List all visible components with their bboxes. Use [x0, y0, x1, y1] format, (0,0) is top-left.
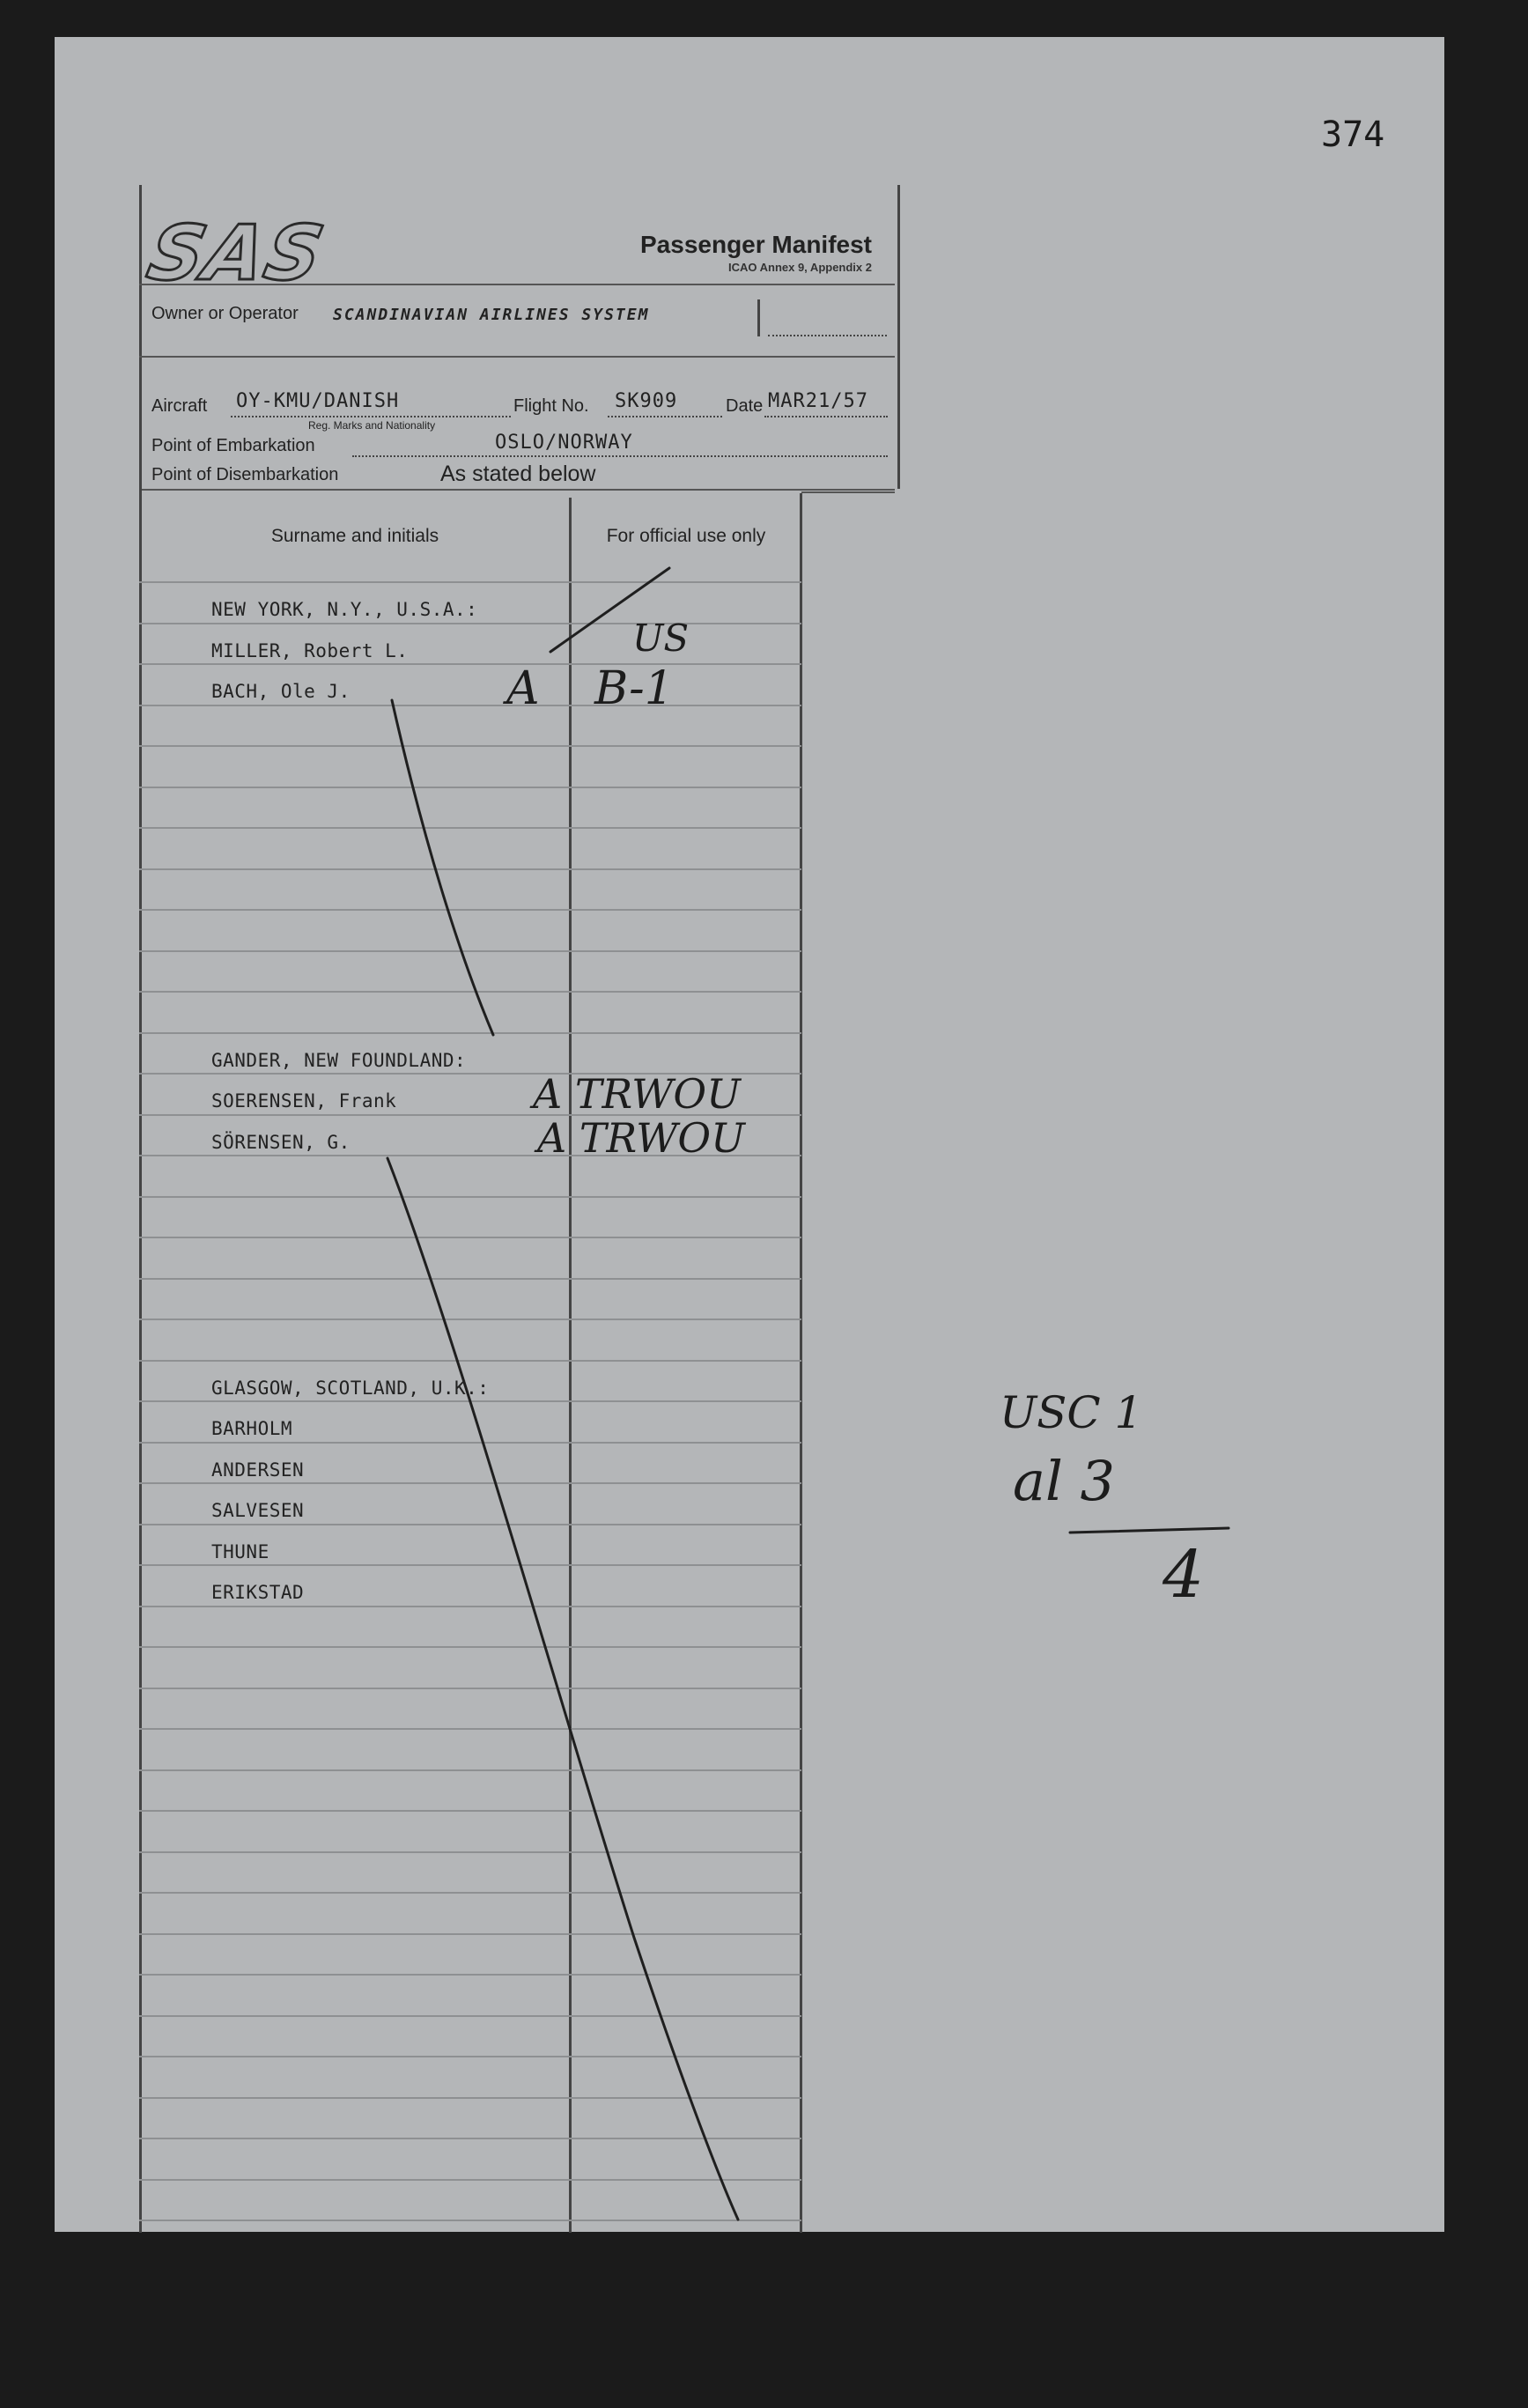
passenger-entry: GLASGOW, SCOTLAND, U.K.:	[211, 1377, 490, 1399]
manifest-subtitle: ICAO Annex 9, Appendix 2	[727, 261, 872, 274]
flight-value: SK909	[615, 390, 678, 412]
handwritten-a: A	[506, 662, 540, 715]
aircraft-sublabel: Reg. Marks and Nationality	[308, 419, 436, 432]
connector-line-1	[392, 700, 493, 1035]
passenger-entry: NEW YORK, N.Y., U.S.A.:	[211, 599, 478, 620]
disembark-value: As stated below	[440, 462, 596, 486]
owner-value: SCANDINAVIAN AIRLINES SYSTEM	[333, 306, 650, 324]
manifest-title: Passenger Manifest	[640, 231, 872, 258]
embark-value: OSLO/NORWAY	[495, 432, 633, 454]
handwritten-trwou-1: A TRWOU	[533, 1070, 741, 1118]
sas-logo: SAS	[140, 210, 333, 298]
owner-label: Owner or Operator	[151, 304, 299, 323]
embark-label: Point of Embarkation	[151, 436, 315, 455]
aircraft-label: Aircraft	[151, 396, 208, 416]
passenger-entry: GANDER, NEW FOUNDLAND:	[211, 1049, 467, 1071]
column-header-official: For official use only	[606, 526, 766, 546]
fraction-bar	[1070, 1528, 1229, 1533]
passenger-entry: ERIKSTAD	[211, 1582, 305, 1603]
aircraft-value: OY-KMU/DANISH	[236, 390, 400, 412]
passenger-entry: MILLER, Robert L.	[211, 639, 409, 661]
passenger-entry: SÖRENSEN, G.	[211, 1131, 351, 1153]
passenger-entry: BARHOLM	[211, 1418, 293, 1439]
date-value: MAR21/57	[768, 390, 868, 412]
passenger-entry: ANDERSEN	[211, 1459, 305, 1481]
page-number: 374	[1321, 114, 1385, 155]
handwritten-usc: USC 1	[1000, 1387, 1143, 1438]
flight-label: Flight No.	[513, 396, 589, 416]
passenger-entry: THUNE	[211, 1540, 269, 1562]
date-label: Date	[726, 396, 764, 416]
column-header-surname: Surname and initials	[270, 526, 439, 546]
handwritten-b1: B-1	[594, 662, 674, 715]
handwritten-trwou-2: A TRWOU	[537, 1114, 745, 1162]
passenger-entry: SALVESEN	[211, 1500, 305, 1521]
handwritten-us: US	[632, 617, 690, 660]
disembark-label: Point of Disembarkation	[151, 465, 339, 484]
handwritten-four: 4	[1163, 1537, 1205, 1613]
connector-line-2	[388, 1158, 738, 2220]
handwritten-al: al 3	[1013, 1449, 1115, 1513]
passenger-entry: SOERENSEN, Frank	[211, 1090, 397, 1112]
passenger-entry: BACH, Ole J.	[211, 681, 351, 702]
